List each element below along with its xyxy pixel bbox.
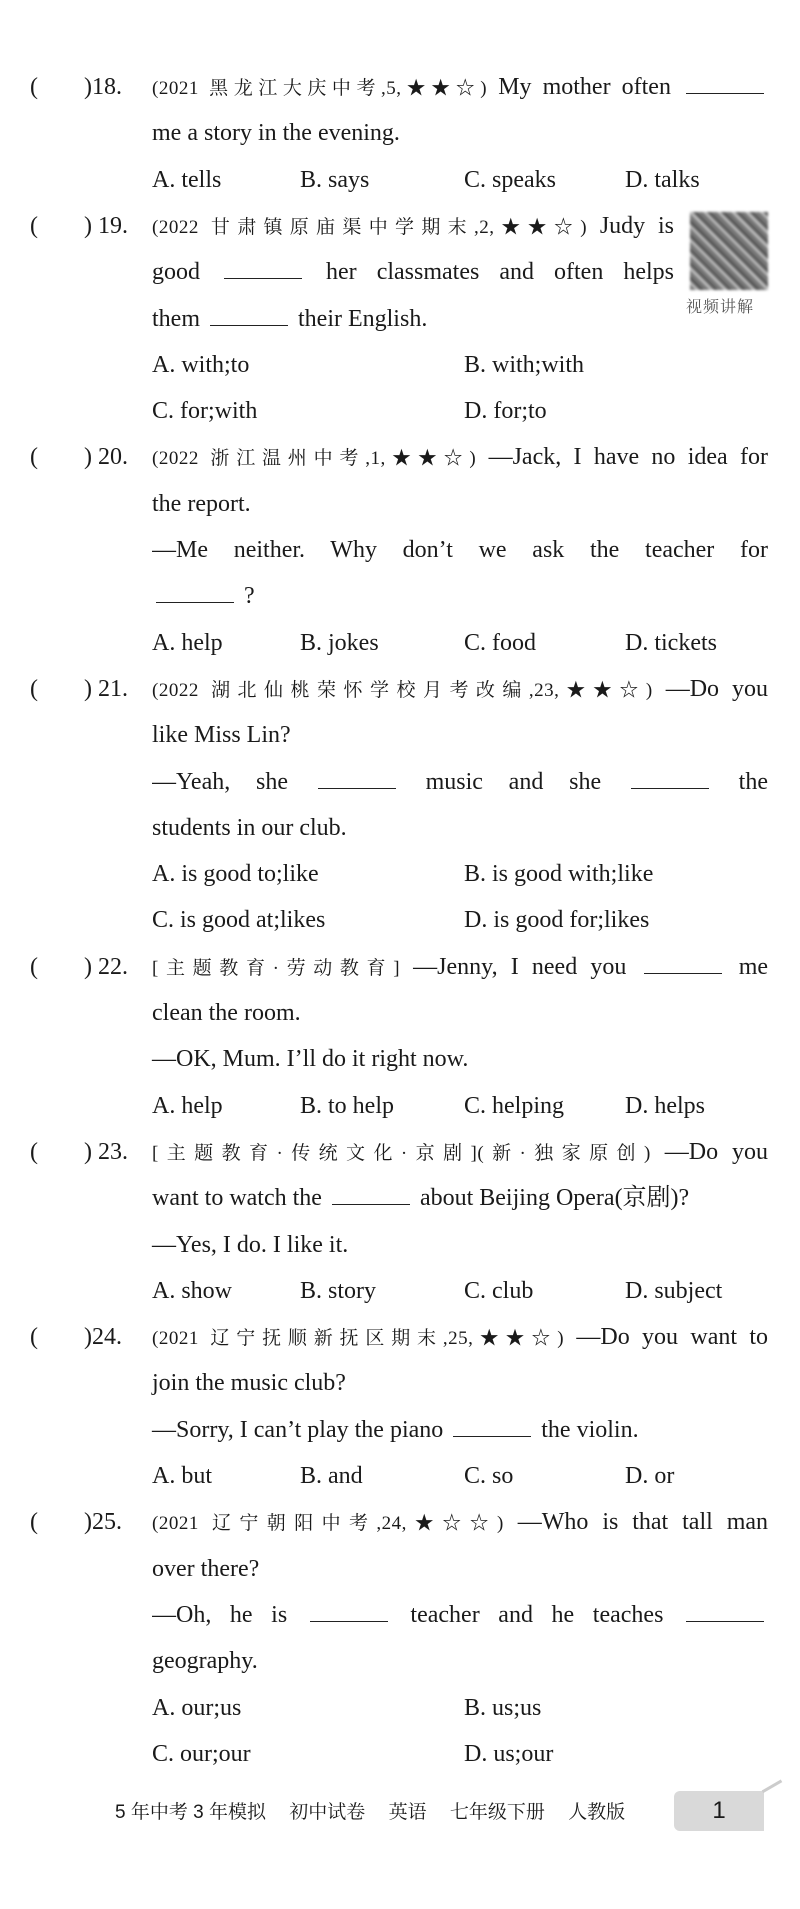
- text-segment: Judy is: [599, 212, 674, 239]
- options-row: [0, 388, 800, 434]
- question-line: [0, 1222, 800, 1268]
- question-number: )25.: [84, 1509, 122, 1536]
- question-text: [152, 203, 674, 249]
- answer-option[interactable]: A. help: [152, 629, 223, 656]
- question-source: [主题教育·劳动教育]: [152, 957, 401, 979]
- question-text: [152, 573, 768, 619]
- question-source: (2021 黑龙江大庆中考,5,★★☆): [152, 78, 488, 99]
- question-line: [0, 1175, 800, 1221]
- question-text: [152, 1036, 768, 1082]
- question-text: [152, 1360, 768, 1406]
- footer-edition: 人教版: [568, 1802, 626, 1823]
- text-segment: music and she: [425, 768, 602, 795]
- answer-option[interactable]: D. is good for;likes: [464, 907, 650, 934]
- question-line: [0, 527, 800, 573]
- question-source: (2022 湖北仙桃荣怀学校月考改编,23,★★☆): [152, 679, 653, 701]
- question-source: (2021 辽宁抚顺新抚区期末,25,★★☆): [152, 1328, 565, 1350]
- answer-option[interactable]: B. us;us: [464, 1694, 542, 1721]
- answer-option[interactable]: D. helps: [625, 1092, 705, 1119]
- answer-option[interactable]: A. but: [152, 1463, 212, 1489]
- question-text: [152, 249, 674, 295]
- answer-blank-paren[interactable]: (: [30, 953, 38, 980]
- question-line: [0, 805, 800, 851]
- answer-option[interactable]: A. our;us: [152, 1694, 242, 1721]
- question-line: [0, 573, 800, 619]
- question-text: [152, 1407, 768, 1453]
- question-text: [152, 1222, 768, 1268]
- fill-in-blank[interactable]: [686, 1599, 764, 1622]
- answer-blank-paren[interactable]: (: [30, 1138, 38, 1165]
- text-segment: —Who is that tall man: [517, 1509, 768, 1536]
- text-segment: their English.: [298, 305, 428, 332]
- question-source: [主题教育·传统文化·京剧](新·独家原创): [152, 1142, 651, 1164]
- answer-option[interactable]: B. jokes: [300, 629, 379, 656]
- fill-in-blank[interactable]: [644, 951, 722, 974]
- question-text: [152, 481, 768, 527]
- question-text: [152, 527, 768, 573]
- question-line: [0, 1360, 800, 1406]
- text-segment: —Do you want to: [576, 1324, 768, 1351]
- question-line: [0, 1314, 800, 1360]
- answer-option[interactable]: D. tickets: [625, 629, 717, 656]
- page-number: 1: [674, 1791, 764, 1831]
- leaf-decoration-icon: [762, 1780, 789, 1804]
- question-text: [152, 1546, 768, 1592]
- text-segment: —Jenny, I need you: [413, 953, 627, 980]
- question-source: (2022 浙江温州中考,1,★★☆): [152, 448, 477, 470]
- question-text: [152, 666, 768, 712]
- text-segment: the: [738, 768, 768, 795]
- text-segment: me: [738, 953, 768, 980]
- fill-in-blank[interactable]: [310, 1599, 388, 1622]
- question-line: [0, 203, 800, 249]
- question-text: [152, 990, 768, 1036]
- answer-option[interactable]: C. is good at;likes: [152, 907, 326, 934]
- question-line: [0, 1638, 800, 1684]
- text-segment: —OK, Mum. I’ll do it right now.: [152, 1046, 469, 1073]
- question-number: ) 21.: [84, 675, 128, 702]
- question-line: [0, 944, 800, 990]
- options-row: [0, 157, 800, 203]
- options-row: [0, 1685, 800, 1731]
- text-segment: over there?: [152, 1555, 260, 1582]
- fill-in-blank[interactable]: [210, 303, 288, 326]
- text-segment: me a story in the evening.: [152, 120, 400, 147]
- answer-option[interactable]: C. so: [464, 1463, 514, 1489]
- question-text: [152, 434, 768, 480]
- footer-title: [115, 1797, 643, 1824]
- question-line: [0, 759, 800, 805]
- question-text: [152, 110, 768, 156]
- question-number: ) 19.: [84, 212, 128, 239]
- options-row: [0, 897, 800, 943]
- footer-grade: 七年级下册: [449, 1802, 545, 1823]
- answer-option[interactable]: D. for;to: [464, 398, 547, 425]
- text-segment: geography.: [152, 1648, 258, 1675]
- answer-option[interactable]: C. our;our: [152, 1740, 251, 1767]
- text-segment: want to watch the: [152, 1185, 322, 1212]
- question-line: [0, 666, 800, 712]
- answer-option[interactable]: D. us;our: [464, 1740, 554, 1767]
- answer-option[interactable]: C. helping: [464, 1092, 564, 1119]
- answer-option[interactable]: C. food: [464, 629, 536, 656]
- text-segment: —Me neither. Why don’t we ask the teacher for: [152, 537, 768, 563]
- options-row: [0, 620, 800, 666]
- answer-blank-paren[interactable]: (: [30, 212, 38, 239]
- answer-option[interactable]: C. for;with: [152, 398, 258, 425]
- question-line: [0, 249, 800, 295]
- question-number: ) 23.: [84, 1138, 128, 1165]
- text-segment: her classmates and often helps: [326, 259, 674, 286]
- qr-caption: 视频讲解: [686, 299, 755, 316]
- answer-option[interactable]: B. to help: [300, 1092, 394, 1119]
- fill-in-blank[interactable]: [453, 1414, 531, 1437]
- question-text: [152, 1592, 768, 1638]
- question-line: [0, 1499, 800, 1545]
- options-row: [0, 1731, 800, 1777]
- question-number: )24.: [84, 1324, 122, 1351]
- footer-subject: 英语: [388, 1802, 427, 1823]
- answer-option[interactable]: B. story: [300, 1277, 377, 1304]
- text-segment: clean the room.: [152, 1000, 301, 1026]
- options-row: [0, 1453, 800, 1499]
- text-segment: students in our club.: [152, 814, 347, 841]
- question-text: [152, 1314, 768, 1360]
- qr-code-image[interactable]: [690, 212, 768, 290]
- answer-option[interactable]: C. club: [464, 1277, 534, 1304]
- question-text: [152, 712, 768, 758]
- answer-blank-paren[interactable]: (: [30, 74, 38, 100]
- question-line: [0, 64, 800, 110]
- fill-in-blank[interactable]: [224, 256, 302, 279]
- question-number: ) 22.: [84, 953, 128, 980]
- text-segment: ?: [244, 583, 255, 610]
- answer-blank-paren[interactable]: (: [30, 1509, 38, 1536]
- question-line: [0, 712, 800, 758]
- answer-option[interactable]: D. subject: [625, 1277, 723, 1304]
- answer-option[interactable]: B. says: [300, 166, 370, 193]
- answer-blank-paren[interactable]: (: [30, 444, 38, 471]
- question-text: [152, 759, 768, 805]
- answer-blank-paren[interactable]: (: [30, 1324, 38, 1351]
- fill-in-blank[interactable]: [332, 1182, 410, 1205]
- options-row: [0, 851, 800, 897]
- question-number: ) 20.: [84, 444, 128, 471]
- question-text: [152, 64, 768, 110]
- answer-option[interactable]: B. is good with;like: [464, 861, 654, 888]
- question-source: (2022 甘肃镇原庙渠中学期末,2,★★☆): [152, 216, 588, 238]
- fill-in-blank[interactable]: [318, 766, 396, 789]
- question-line: [0, 1036, 800, 1082]
- question-text: [152, 1499, 768, 1545]
- text-segment: —Yeah, she: [152, 768, 289, 795]
- question-text: [152, 1638, 768, 1684]
- question-text: [152, 805, 768, 851]
- text-segment: —Jack, I have no idea for: [488, 444, 768, 471]
- options-row: [0, 1268, 800, 1314]
- fill-in-blank[interactable]: [631, 766, 709, 789]
- question-number: )18.: [84, 74, 122, 100]
- text-segment: the report.: [152, 490, 251, 517]
- text-segment: good: [152, 259, 200, 286]
- answer-option[interactable]: A. is good to;like: [152, 861, 319, 888]
- question-text: [152, 944, 768, 990]
- footer-type: 初中试卷: [289, 1802, 366, 1823]
- answer-option[interactable]: B. with;with: [464, 351, 585, 378]
- question-text: [152, 1175, 768, 1221]
- question-line: [0, 434, 800, 480]
- text-segment: like Miss Lin?: [152, 722, 291, 749]
- question-line: [0, 481, 800, 527]
- fill-in-blank[interactable]: [686, 71, 764, 94]
- question-line: [0, 110, 800, 156]
- answer-option[interactable]: A. with;to: [152, 351, 250, 378]
- question-line: [0, 1407, 800, 1453]
- text-segment: them: [152, 305, 200, 332]
- question-text: [152, 1129, 768, 1175]
- answer-option[interactable]: B. and: [300, 1463, 363, 1489]
- text-segment: —Do you: [665, 675, 768, 702]
- answer-option[interactable]: D. talks: [625, 166, 700, 193]
- text-segment: —Sorry, I can’t play the piano: [152, 1416, 444, 1443]
- question-text: [152, 296, 768, 342]
- question-line: [0, 296, 800, 342]
- answer-option[interactable]: C. speaks: [464, 166, 556, 193]
- text-segment: —Yes, I do. I like it.: [152, 1231, 349, 1258]
- question-line: [0, 1129, 800, 1175]
- text-segment: —Oh, he is: [152, 1601, 288, 1628]
- fill-in-blank[interactable]: [156, 580, 234, 603]
- options-row: [0, 1083, 800, 1129]
- question-source: (2021 辽宁朝阳中考,24,★☆☆): [152, 1513, 504, 1535]
- text-segment: join the music club?: [152, 1370, 346, 1397]
- options-row: [0, 342, 800, 388]
- question-line: [0, 990, 800, 1036]
- text-segment: about Beijing Opera(京剧)?: [419, 1185, 690, 1212]
- text-segment: teacher and he teaches: [410, 1601, 664, 1628]
- question-line: [0, 1592, 800, 1638]
- text-segment: the violin.: [541, 1416, 639, 1443]
- answer-option[interactable]: A. tells: [152, 166, 222, 193]
- answer-blank-paren[interactable]: (: [30, 675, 38, 702]
- question-line: [0, 1546, 800, 1592]
- answer-option[interactable]: D. or: [625, 1463, 675, 1489]
- text-segment: —Do you: [664, 1138, 768, 1165]
- footer-series: 5 年中考 3 年模拟: [115, 1802, 266, 1823]
- answer-option[interactable]: A. show: [152, 1277, 233, 1304]
- text-segment: My mother often: [498, 74, 671, 100]
- answer-option[interactable]: A. help: [152, 1092, 223, 1119]
